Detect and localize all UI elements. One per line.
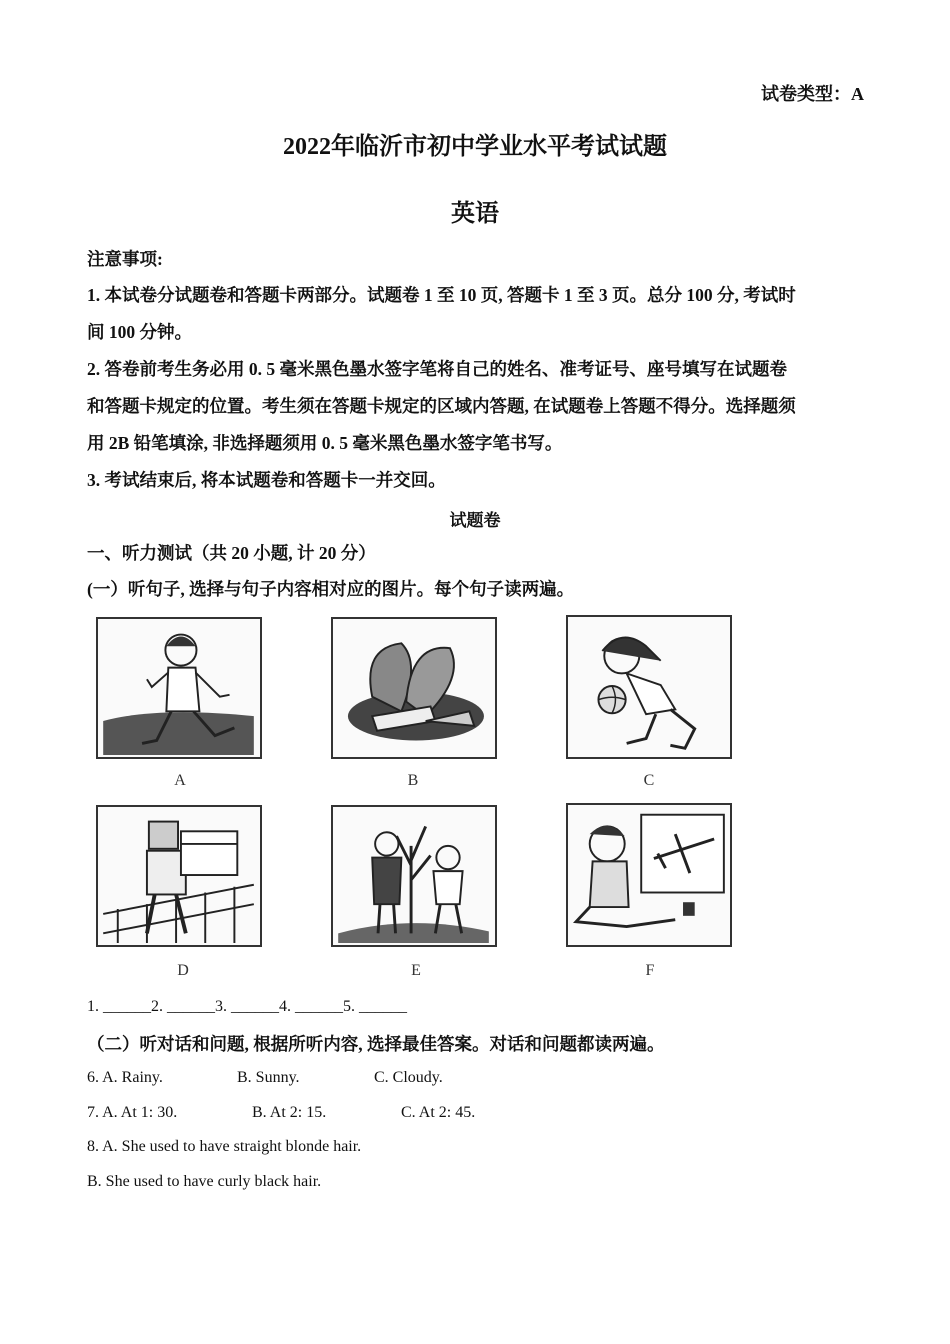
- part-1-heading: 一、听力测试（共 20 小题, 计 20 分）: [87, 543, 376, 563]
- notice-item-2-line-2: 和答题卡规定的位置。考生须在答题卡规定的区域内答题, 在试题卷上答题不得分。选择题须: [87, 396, 796, 416]
- question-6-option-a: 6. A. Rainy.: [87, 1069, 163, 1086]
- picture-c: [566, 615, 732, 759]
- answer-blanks: 1. ______2. ______3. ______4. ______5. ______: [87, 998, 407, 1015]
- question-7-option-a: 7. A. At 1: 30.: [87, 1104, 178, 1121]
- picture-d: [96, 805, 262, 947]
- paper-type: 试卷类型：A: [761, 84, 864, 104]
- notice-heading: 注意事项:: [87, 249, 163, 269]
- volleyball-girl-icon: [568, 617, 730, 757]
- picture-f-label: F: [645, 962, 655, 979]
- section-2-instruction: （二）听对话和问题, 根据所听内容, 选择最佳答案。对话和问题都读两遍。: [87, 1034, 665, 1054]
- question-6: [87, 1069, 443, 1087]
- exam-subject: 英语: [451, 201, 499, 227]
- model-plane-icon: [568, 805, 730, 945]
- section-1-instruction: (一）听句子, 选择与句子内容相对应的图片。每个句子读两遍。: [87, 579, 575, 599]
- exam-title: 2022年临沂市初中学业水平考试试题: [283, 134, 667, 160]
- question-6-option-b: B. Sunny.: [237, 1069, 300, 1086]
- question-6-option-c: C. Cloudy.: [374, 1069, 443, 1086]
- picture-f: [566, 803, 732, 947]
- picture-e: [331, 805, 497, 947]
- notice-item-3: 3. 考试结束后, 将本试题卷和答题卡一并交回。: [87, 470, 446, 490]
- robot-box-icon: [98, 807, 260, 945]
- notice-item-2-line-1: 2. 答卷前考生务必用 0. 5 毫米黑色墨水签字笔将自己的姓名、准考证号、座号填写在试题卷: [87, 359, 787, 379]
- picture-d-label: D: [177, 962, 189, 979]
- question-8-option-a: 8. A. She used to have straight blonde hair.: [87, 1138, 362, 1155]
- picture-b-label: B: [407, 772, 419, 789]
- paper-label: 试题卷: [449, 511, 501, 530]
- question-7-option-c: C. At 2: 45.: [401, 1104, 476, 1121]
- picture-b: [331, 617, 497, 759]
- picture-a-label: A: [174, 772, 186, 789]
- running-boy-icon: [98, 619, 260, 757]
- question-7: [87, 1104, 475, 1122]
- picture-e-label: E: [411, 962, 421, 979]
- notice-item-2-line-3: 用 2B 铅笔填涂, 非选择题须用 0. 5 毫米黑色墨水签字笔书写。: [87, 433, 563, 453]
- notice-item-1-line-1: 1. 本试卷分试题卷和答题卡两部分。试题卷 1 至 10 页, 答题卡 1 至 3 页。总分 100 分, 考试时: [87, 285, 796, 305]
- picture-c-label: C: [643, 772, 655, 789]
- question-8-option-b: B. She used to have curly black hair.: [87, 1173, 322, 1190]
- tree-planting-icon: [333, 807, 495, 945]
- vegetables-icon: [333, 619, 495, 757]
- picture-a: [96, 617, 262, 759]
- question-7-option-b: B. At 2: 15.: [252, 1104, 327, 1121]
- notice-item-1-line-2: 间 100 分钟。: [87, 322, 192, 342]
